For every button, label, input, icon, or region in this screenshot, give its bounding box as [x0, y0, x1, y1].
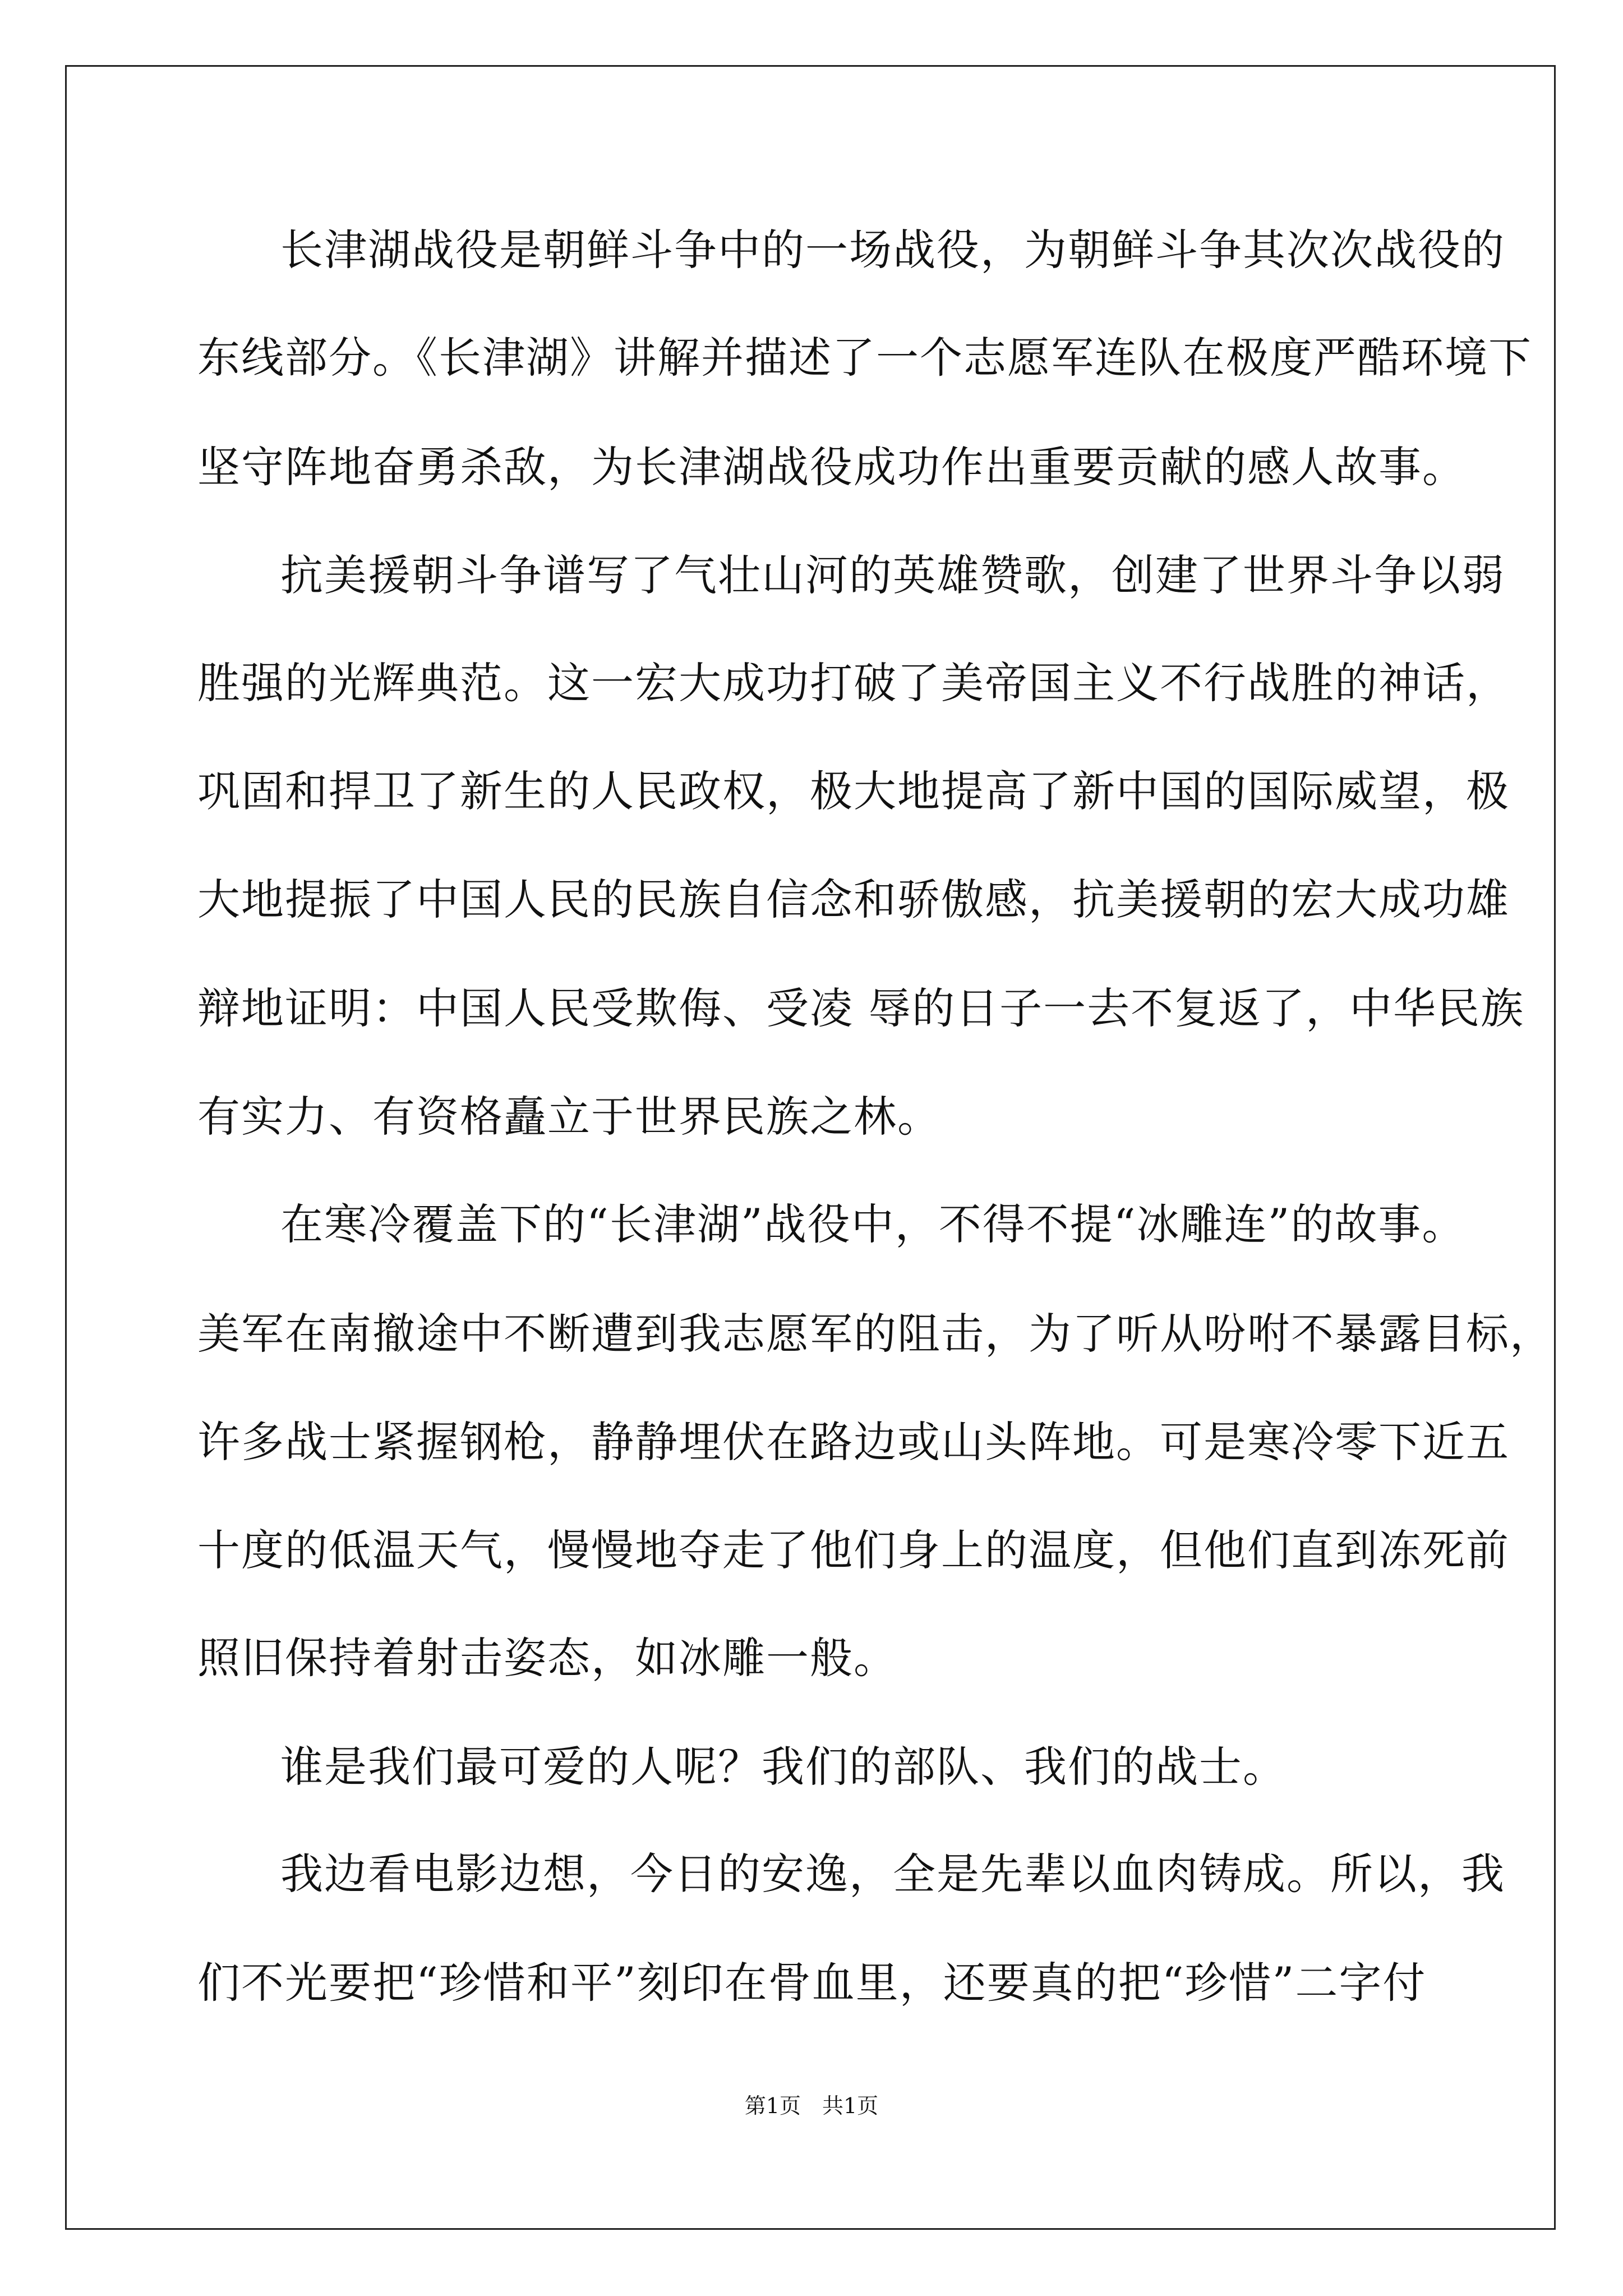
text-line: 许多战士紧握钢枪，静静埋伏在路边或山头阵地。可是寒冷零下近五	[197, 1417, 1510, 1467]
text-line: 胜强的光辉典范。这一宏大成功打破了美帝国主义不行战胜的神话，	[197, 658, 1510, 708]
text-line: 东线部分。《长津湖》讲解并描述了一个志愿军连队在极度严酷环境下	[197, 333, 1532, 383]
text-line: 谁是我们最可爱的人呢？我们的部队、我们的战士。	[280, 1742, 1287, 1792]
text-line: 长津湖战役是朝鲜斗争中的一场战役，为朝鲜斗争其次次战役的	[280, 225, 1505, 275]
text-line: 十度的低温天气，慢慢地夺走了他们身上的温度，但他们直到冻死前	[197, 1525, 1510, 1575]
text-line: 美军在南撤途中不断遭到我志愿军的阻击，为了听从吩咐不暴露目标，	[197, 1309, 1553, 1359]
text-line: 辩地证明：中国人民受欺侮、受凌 辱的日子一去不复返了，中华民族	[197, 983, 1525, 1033]
text-line: 有实力、有资格矗立于世界民族之林。	[197, 1092, 941, 1142]
text-line: 抗美援朝斗争谱写了气壮山河的英雄赞歌，创建了世界斗争以弱	[280, 550, 1505, 600]
text-line: 坚守阵地奋勇杀敌，为长津湖战役成功作出重要贡献的感人故事。	[197, 442, 1466, 492]
text-line: 巩固和捍卫了新生的人民政权，极大地提高了新中国的国际威望，极	[197, 766, 1510, 816]
text-line: 照旧保持着射击姿态，如冰雕一般。	[197, 1633, 897, 1683]
text-line: 们不光要把“珍惜和平”刻印在骨血里，还要真的把“珍惜”二字付	[197, 1958, 1427, 2008]
text-line: 大地提振了中国人民的民族自信念和骄傲感，抗美援朝的宏大成功雄	[197, 875, 1510, 924]
text-line: 我边看电影边想，今日的安逸，全是先辈以血肉铸成。所以，我	[280, 1849, 1505, 1899]
page-number: 第1页 共1页	[744, 2093, 879, 2118]
text-line: 在寒冷覆盖下的“长津湖”战役中，不得不提“冰雕连”的故事。	[280, 1199, 1466, 1249]
